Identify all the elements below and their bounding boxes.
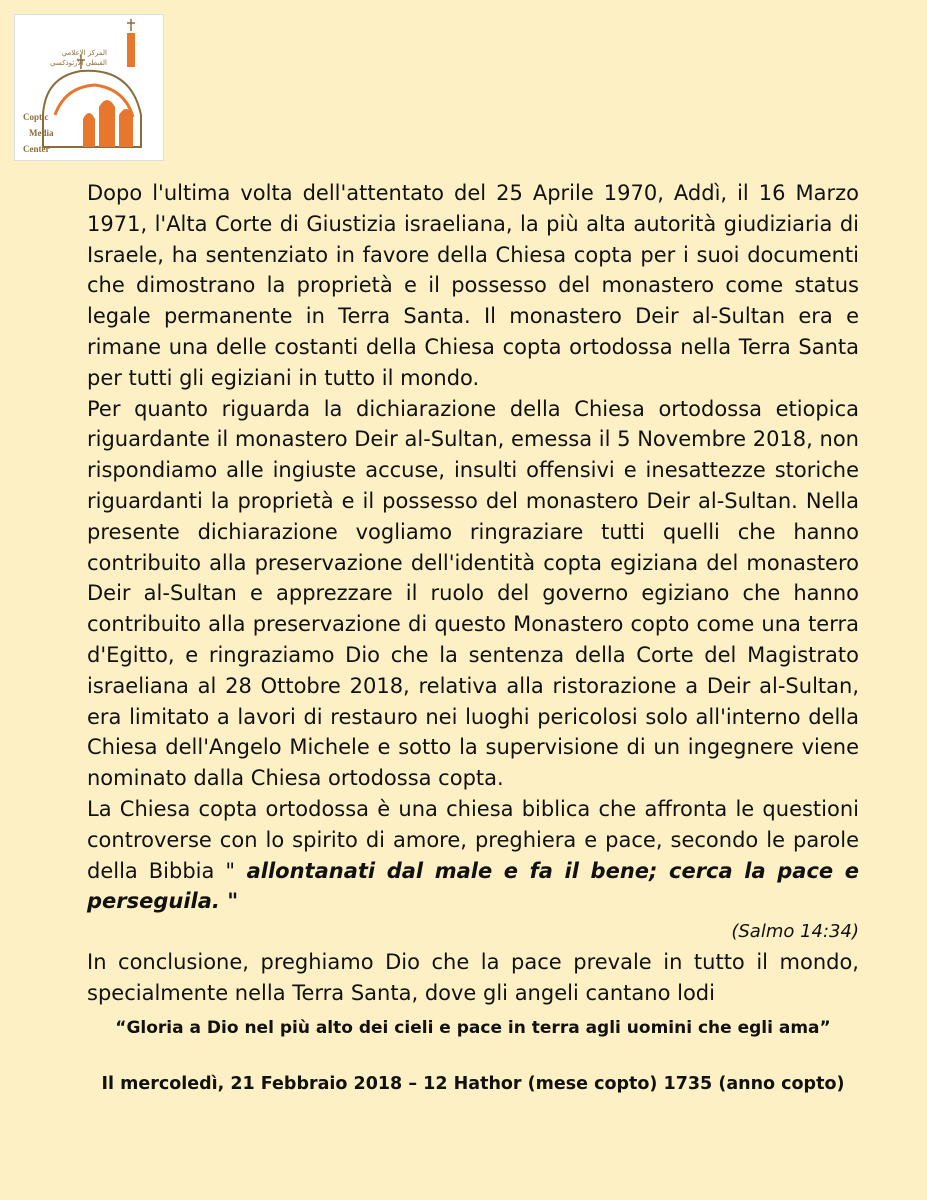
glory-quote: “Gloria a Dio nel più alto dei cieli e pace in terra agli uomini che egli ama” [115, 1018, 831, 1038]
paragraph-2: Per quanto riguarda la dichiarazione della Chiesa ortodossa etiopica riguardante il monastero Deir al-Sultan, emessa il 5 Novembre 2018, non rispondiamo alle ingiuste accuse, insulti offensivi e inesattezze storiche riguardanti la proprietà e il possesso del monastero Deir al-Sultan. Nella presente dichiarazione vogliamo ringraziare tutti quelli che hanno contribuito alla preservazione dell'identità copta egiziana del monastero Deir al-Sultan e apprezzare il ruolo del governo egiziano che hanno contribuito alla preservazione di questo Monastero copto come una terra d'Egitto, e ringraziamo Dio che la sentenza della Corte del Magistrato israeliana al 28 Ottobre 2018, relativa alla ristorazione a Deir al-Sultan, era limitato a lavori di restauro nei luoghi pericolosi solo all'interno della Chiesa dell'Angelo Michele e sotto la supervisione di un ingegnere viene nominato dalla Chiesa ortodossa copta. [87, 396, 859, 791]
date-line: Il mercoledì, 21 Febbraio 2018 – 12 Hathor (mese copto) 1735 (anno copto) [101, 1074, 845, 1094]
logo-english-text: Coptic Media Center [23, 112, 54, 154]
document-body [87, 178, 859, 1009]
logo-arabic-text: المركز الإعلامي القبطي الأرثوذكسي [50, 49, 107, 67]
paragraph-3 [87, 794, 859, 917]
paragraph-1: Dopo l'ultima volta dell'attentato del 25 Aprile 1970, Addì, il 16 Marzo 1971, l'Alta Corte di Giustizia israeliana, la più alta autorità giudiziaria di Israele, ha sentenziato in favore della Chiesa copta per i suoi documenti che dimostrano la proprietà e il possesso del monastero come status legale permanente in Terra Santa. Il monastero Deir al-Sultan era e rimane una delle costanti della Chiesa copta ortodossa nella Terra Santa per tutti gli egiziani in tutto il mondo. [87, 181, 859, 390]
paragraph-4: In conclusione, preghiamo Dio che la pace prevale in tutto il mondo, specialmente nella Terra Santa, dove gli angeli cantano lodi [87, 950, 859, 1005]
bible-quote: allontanati dal male e fa il bene; cerca la pace e perseguila. " [87, 858, 859, 914]
paragraph-3-lead: La Chiesa copta ortodossa è una chiesa biblica che affronta le questioni controverse con lo spirito di amore, preghiera e pace, secondo le parole della Bibbia " [87, 796, 859, 883]
coptic-media-center-logo [14, 14, 164, 161]
bible-reference: (Salmo 14:34) [731, 921, 859, 943]
